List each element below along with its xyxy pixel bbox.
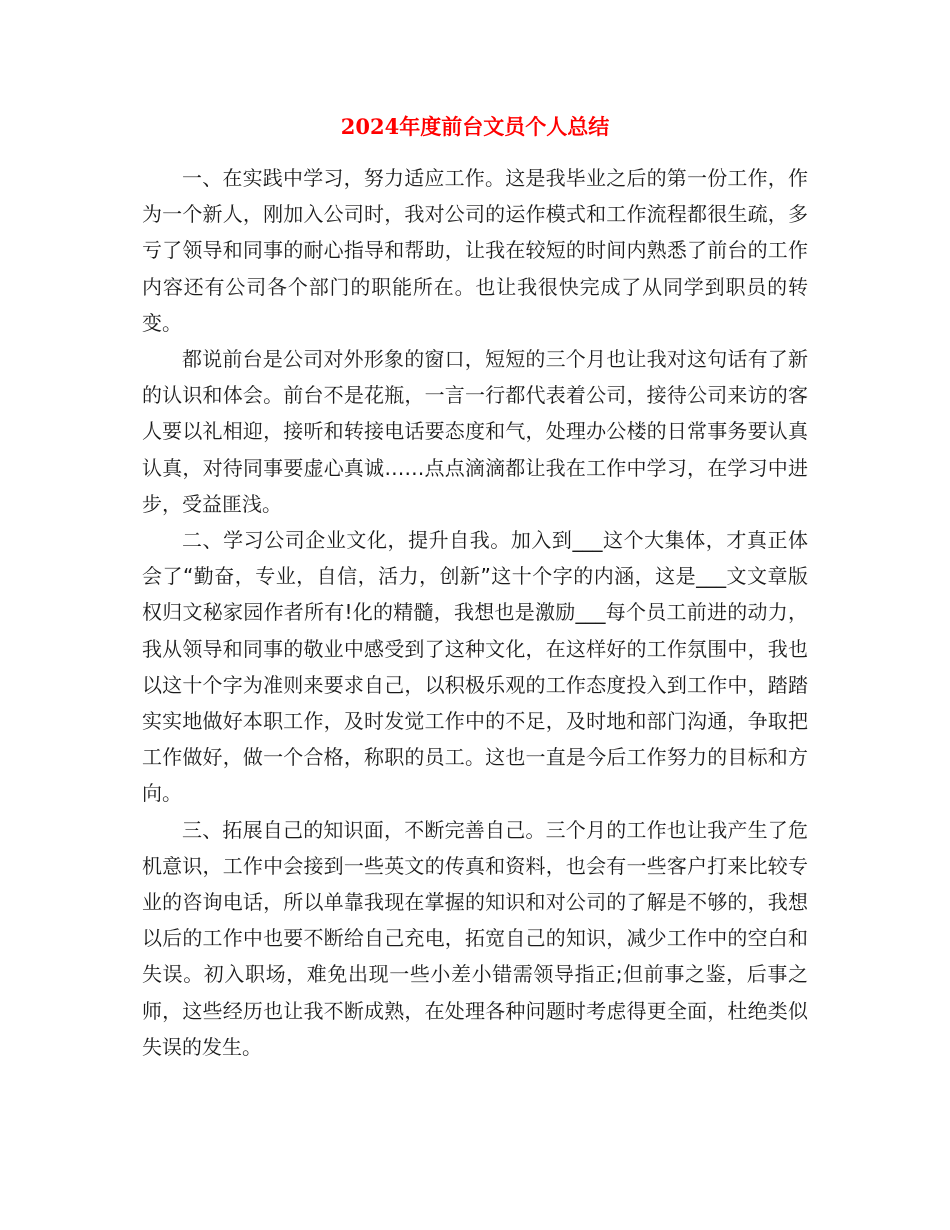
paragraph-2: 都说前台是公司对外形象的窗口，短短的三个月也让我对这句话有了新的认识和体会。前台不是花瓶，一言一行都代表着公司，接待公司来访的客人要以礼相迎，接听和转接电话要态度和气，处理办公楼的日常事务要认真认真，对待同事要虚心真诚……点点滴滴都让我在工作中学习，在学习中进步，受益匪浅。: [142, 347, 808, 516]
document-title: 2024年度前台文员个人总结: [340, 114, 610, 139]
paragraph-3: 二、学习公司企业文化，提升自我。加入到___这个大集体，才真正体会了“勤奋，专业，自信，活力，创新”这十个字的内涵，这是___文文章版权归文秘家园作者所有!化的精髓，我想也是激励___每个员工前进的动力，我从领导和同事的敬业中感受到了这种文化，在这样好的工作氛围中，我也以这十个字为准则来要求自己，以积极乐观的工作态度投入到工作中，踏踏实实地做好本职工作，及时发觉工作中的不足，及时地和部门沟通，争取把工作做好，做一个合格，称职的员工。这也一直是今后工作努力的目标和方向。: [142, 528, 808, 806]
document-body: [142, 160, 808, 1065]
paragraph-1: 一、在实践中学习，努力适应工作。这是我毕业之后的第一份工作，作为一个新人，刚加入公司时，我对公司的运作模式和工作流程都很生疏，多亏了领导和同事的耐心指导和帮助，让我在较短的时间内熟悉了前台的工作内容还有公司各个部门的职能所在。也让我很快完成了从同学到职员的转变。: [142, 166, 808, 335]
paragraph-4: 三、拓展自己的知识面，不断完善自己。三个月的工作也让我产生了危机意识，工作中会接到一些英文的传真和资料，也会有一些客户打来比较专业的咨询电话，所以单靠我现在掌握的知识和对公司的了解是不够的，我想以后的工作中也要不断给自己充电，拓宽自己的知识，减少工作中的空白和失误。初入职场，难免出现一些小差小错需领导指正;但前事之鉴，后事之师，这些经历也让我不断成熟，在处理各种问题时考虑得更全面，杜绝类似失误的发生。: [142, 817, 808, 1059]
